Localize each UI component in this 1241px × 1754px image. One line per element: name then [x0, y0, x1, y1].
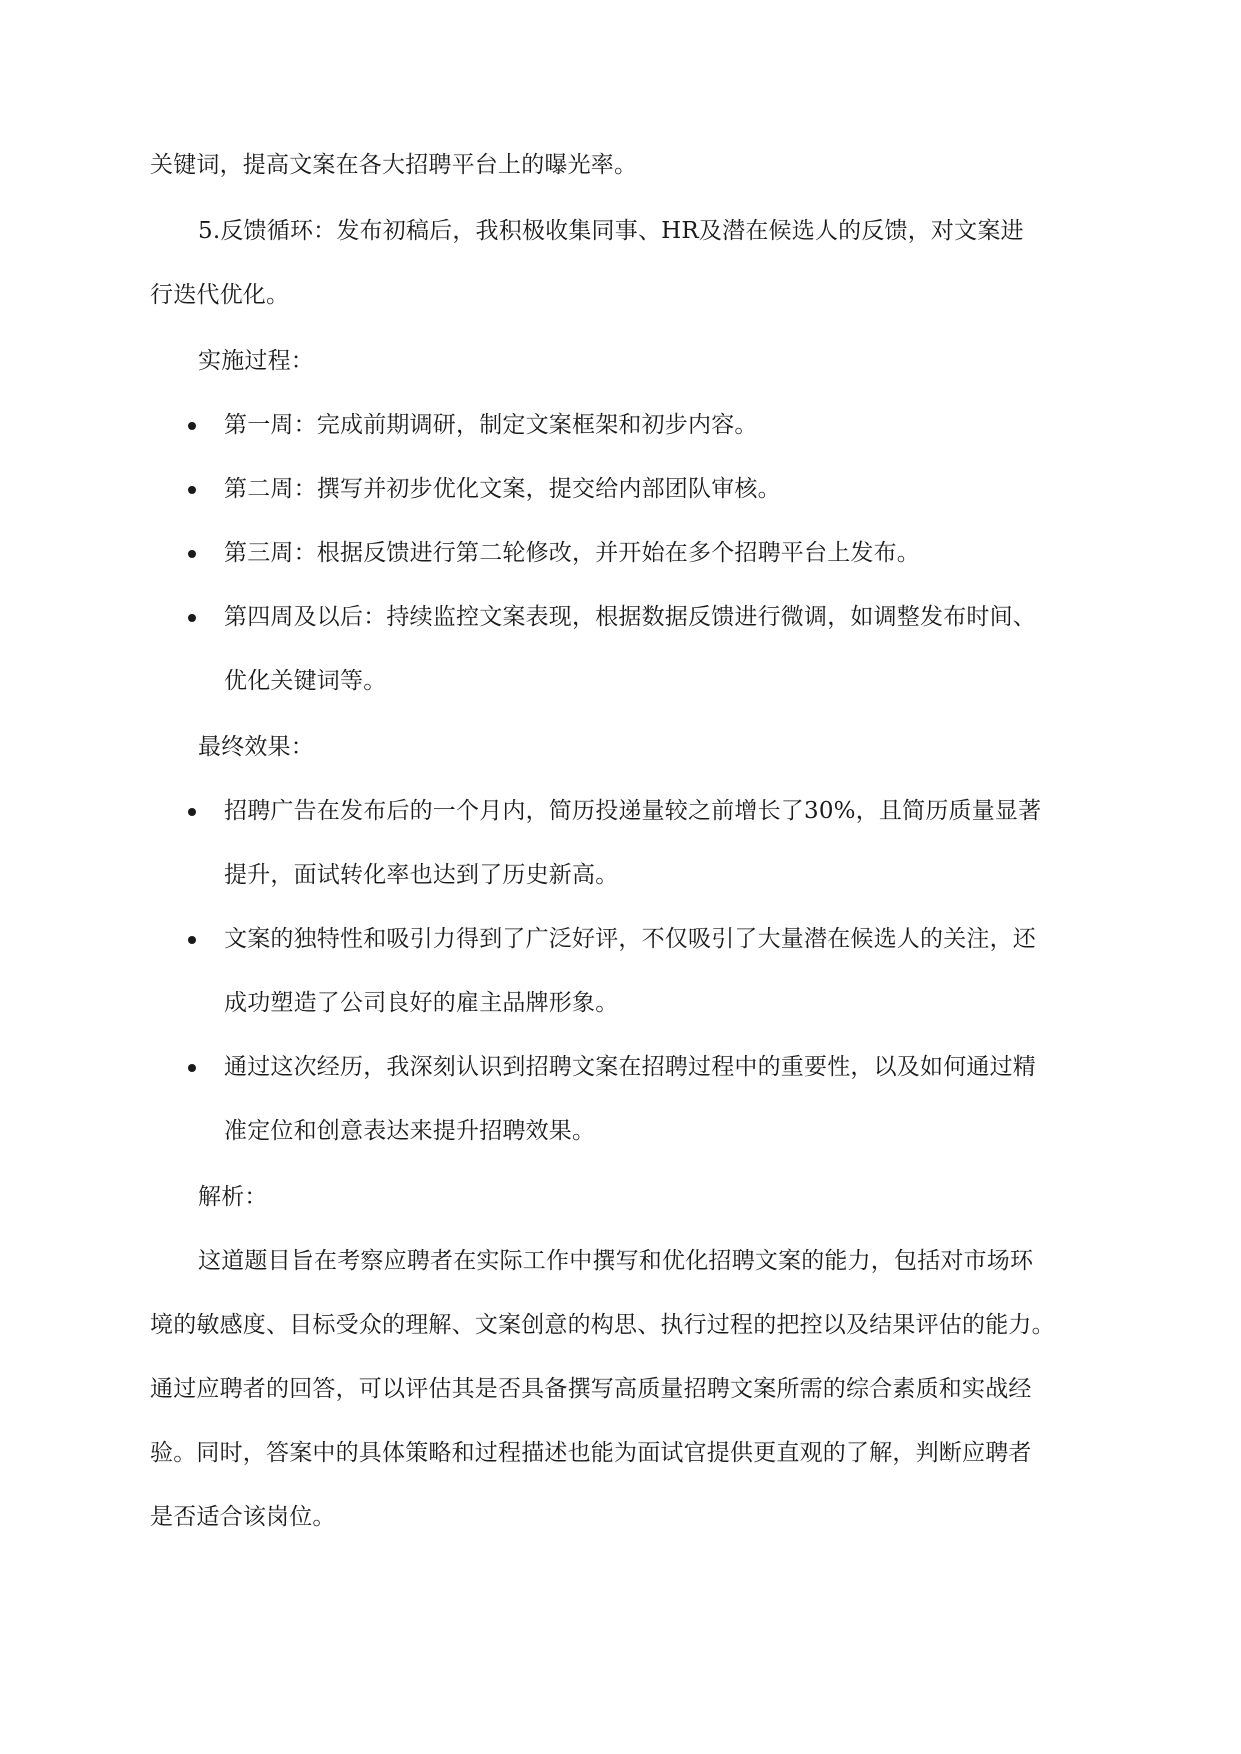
results-item-1-line-1: 招聘广告在发布后的一个月内，简历投递量较之前增长了30%，且简历质量显著	[224, 798, 1042, 824]
process-item-1: 第一周：完成前期调研，制定文案框架和初步内容。	[224, 412, 758, 438]
results-item-1-line-2: 提升，面试转化率也达到了历史新高。	[224, 862, 619, 888]
feedback-line-1: 5.反馈循环：发布初稿后，我积极收集同事、HR及潜在候选人的反馈，对文案进	[198, 218, 1024, 244]
results-item-2-line-1: 文案的独特性和吸引力得到了广泛好评，不仅吸引了大量潜在候选人的关注，还	[224, 926, 1036, 952]
analysis-line-4: 验。同时，答案中的具体策略和过程描述也能为面试官提供更直观的了解，判断应聘者	[150, 1440, 1032, 1466]
analysis-line-5: 是否适合该岗位。	[150, 1504, 336, 1530]
process-item-2: 第二周：撰写并初步优化文案，提交给内部团队审核。	[224, 476, 781, 502]
intro-tail-text: 关键词，提高文案在各大招聘平台上的曝光率。	[150, 152, 638, 178]
analysis-heading: 解析：	[198, 1184, 268, 1210]
process-item-4-line-1: 第四周及以后：持续监控文案表现，根据数据反馈进行微调，如调整发布时间、	[224, 604, 1036, 630]
bullet-icon	[188, 614, 196, 622]
bullet-icon	[188, 808, 196, 816]
feedback-line-2: 行迭代优化。	[150, 282, 290, 308]
bullet-icon	[188, 550, 196, 558]
results-item-3-line-1: 通过这次经历，我深刻认识到招聘文案在招聘过程中的重要性，以及如何通过精	[224, 1054, 1036, 1080]
process-item-4-line-2: 优化关键词等。	[224, 668, 387, 694]
results-item-3-line-2: 准定位和创意表达来提升招聘效果。	[224, 1118, 596, 1144]
bullet-icon	[188, 486, 196, 494]
results-heading: 最终效果：	[198, 734, 314, 760]
bullet-icon	[188, 1064, 196, 1072]
bullet-icon	[188, 422, 196, 430]
bullet-icon	[188, 936, 196, 944]
analysis-line-1: 这道题目旨在考察应聘者在实际工作中撰写和优化招聘文案的能力，包括对市场环	[198, 1248, 1034, 1274]
results-item-2-line-2: 成功塑造了公司良好的雇主品牌形象。	[224, 990, 619, 1016]
analysis-line-3: 通过应聘者的回答，可以评估其是否具备撰写高质量招聘文案所需的综合素质和实战经	[150, 1376, 1032, 1402]
process-heading: 实施过程：	[198, 348, 314, 374]
analysis-line-2: 境的敏感度、目标受众的理解、文案创意的构思、执行过程的把控以及结果评估的能力。	[150, 1312, 1055, 1338]
process-item-3: 第三周：根据反馈进行第二轮修改，并开始在多个招聘平台上发布。	[224, 540, 920, 566]
